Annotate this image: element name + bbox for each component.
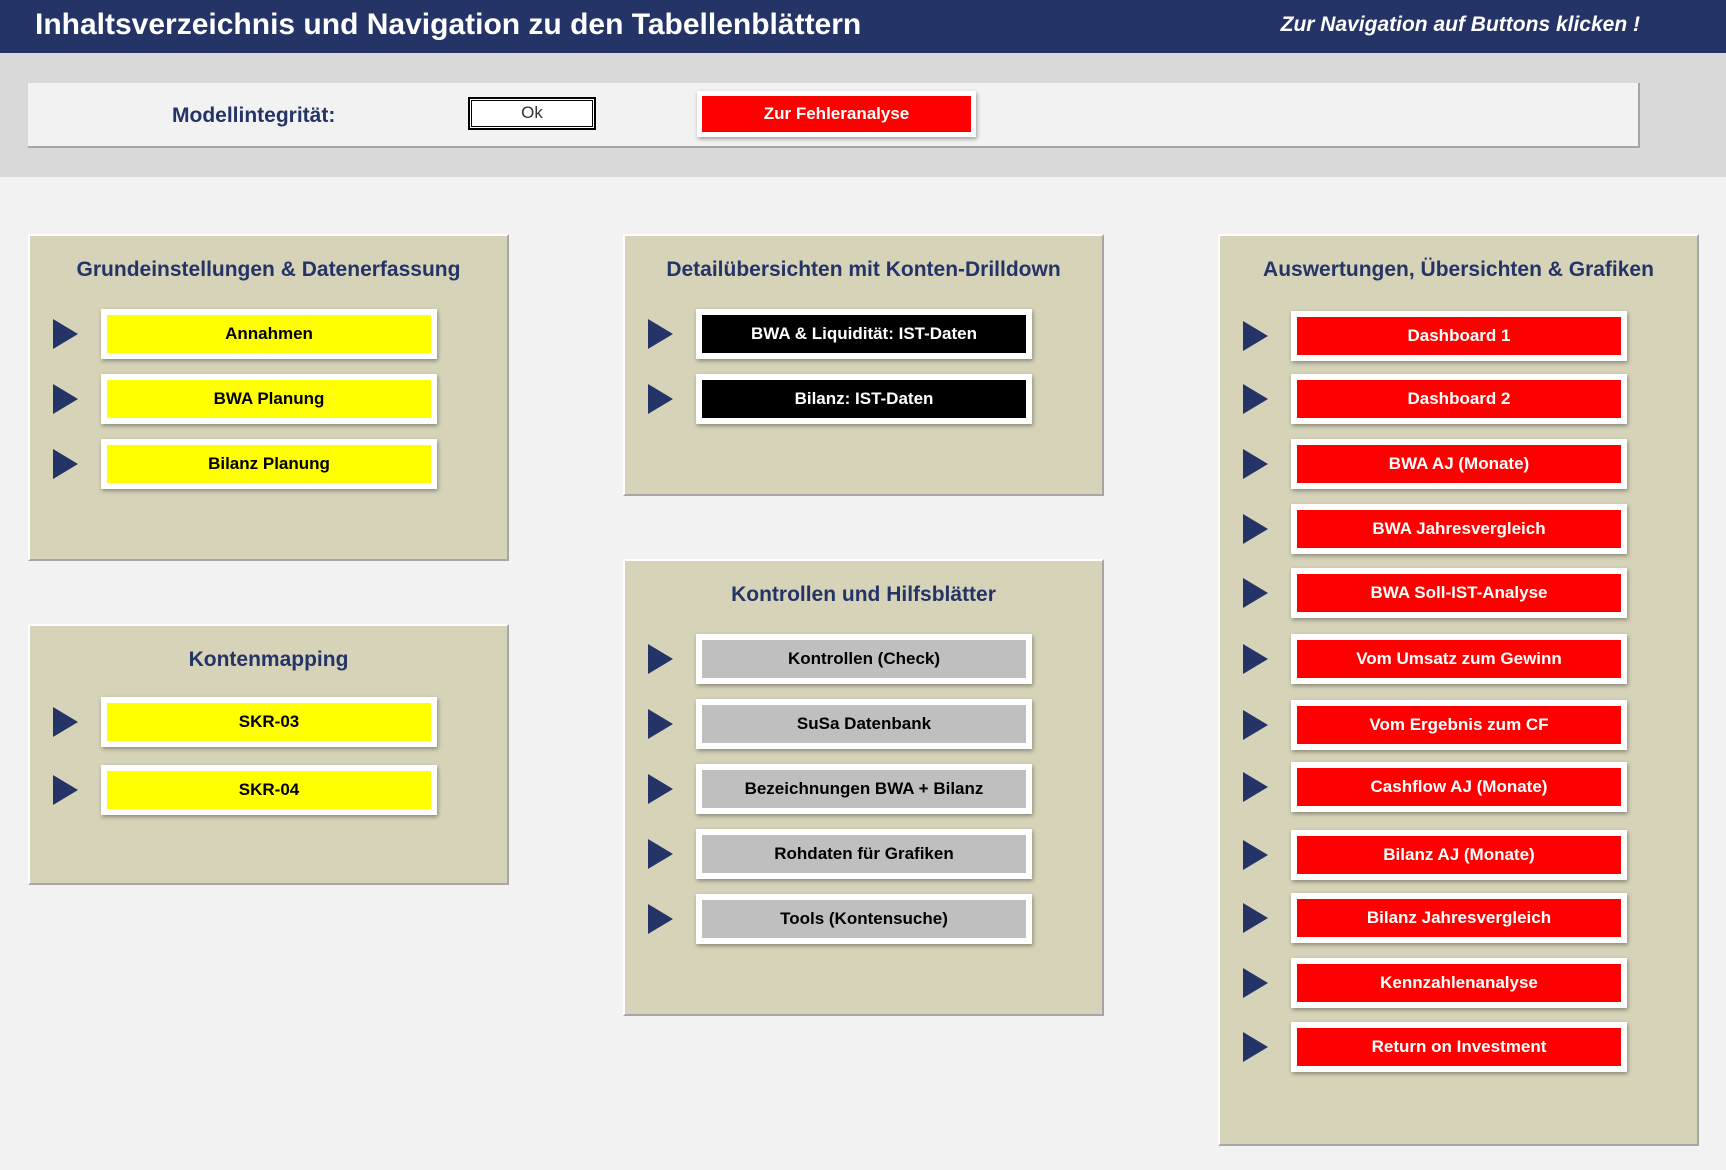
nav-button-dashboard-1[interactable] xyxy=(1291,311,1627,361)
nav-row xyxy=(625,829,1102,879)
nav-row xyxy=(625,894,1102,944)
panel-title: Kontenmapping xyxy=(188,648,349,671)
nav-row xyxy=(625,634,1102,684)
nav-button-label: SuSa Datenbank xyxy=(702,705,1026,743)
arrow-icon xyxy=(648,384,673,414)
nav-button-label: Bilanz: IST-Daten xyxy=(702,380,1026,418)
arrow-icon xyxy=(1243,968,1268,998)
nav-row xyxy=(30,765,507,815)
nav-button-label: Bilanz Planung xyxy=(107,445,431,483)
arrow-icon xyxy=(648,644,673,674)
nav-button-label: Cashflow AJ (Monate) xyxy=(1297,768,1621,806)
nav-button-skr-04[interactable] xyxy=(101,765,437,815)
nav-button-label: Bezeichnungen BWA + Bilanz xyxy=(702,770,1026,808)
arrow-icon xyxy=(1243,578,1268,608)
arrow-icon xyxy=(1243,321,1268,351)
arrow-icon xyxy=(648,774,673,804)
nav-row xyxy=(1220,311,1697,361)
arrow-icon xyxy=(1243,1032,1268,1062)
nav-button-bilanz-planung[interactable] xyxy=(101,439,437,489)
nav-button-label: BWA AJ (Monate) xyxy=(1297,445,1621,483)
nav-row xyxy=(1220,762,1697,812)
nav-button-label: Tools (Kontensuche) xyxy=(702,900,1026,938)
integrity-box xyxy=(28,83,1640,148)
nav-button-bwa-jahresvergleich[interactable] xyxy=(1291,504,1627,554)
nav-button-bezeichnungen[interactable] xyxy=(696,764,1032,814)
nav-button-bwa-soll-ist[interactable] xyxy=(1291,568,1627,618)
nav-button-annahmen[interactable] xyxy=(101,309,437,359)
arrow-icon xyxy=(648,319,673,349)
nav-button-label: Dashboard 1 xyxy=(1297,317,1621,355)
nav-row xyxy=(1220,830,1697,880)
integrity-status: Ok xyxy=(468,97,596,130)
nav-button-label: Return on Investment xyxy=(1297,1028,1621,1066)
integrity-band xyxy=(0,53,1726,177)
nav-row xyxy=(625,699,1102,749)
nav-button-label: BWA Soll-IST-Analyse xyxy=(1297,574,1621,612)
nav-row xyxy=(1220,634,1697,684)
arrow-icon xyxy=(1243,644,1268,674)
nav-button-label: Dashboard 2 xyxy=(1297,380,1621,418)
error-analysis-label: Zur Fehleranalyse xyxy=(702,96,971,132)
arrow-icon xyxy=(1243,840,1268,870)
panel-auswertungen xyxy=(1218,234,1699,1146)
nav-button-label: Annahmen xyxy=(107,315,431,353)
arrow-icon xyxy=(53,319,78,349)
nav-button-label: Vom Umsatz zum Gewinn xyxy=(1297,640,1621,678)
error-analysis-button[interactable] xyxy=(697,91,976,137)
nav-button-label: Kontrollen (Check) xyxy=(702,640,1026,678)
page-header xyxy=(0,0,1726,53)
arrow-icon xyxy=(1243,384,1268,414)
nav-row xyxy=(30,374,507,424)
nav-button-umsatz-gewinn[interactable] xyxy=(1291,634,1627,684)
arrow-icon xyxy=(648,839,673,869)
nav-row xyxy=(1220,439,1697,489)
arrow-icon xyxy=(1243,903,1268,933)
nav-button-label: Bilanz AJ (Monate) xyxy=(1297,836,1621,874)
nav-button-cashflow-aj[interactable] xyxy=(1291,762,1627,812)
nav-button-return-on-investment[interactable] xyxy=(1291,1022,1627,1072)
nav-button-label: Bilanz Jahresvergleich xyxy=(1297,899,1621,937)
nav-row xyxy=(1220,893,1697,943)
nav-row xyxy=(625,764,1102,814)
nav-row xyxy=(625,374,1102,424)
nav-button-dashboard-2[interactable] xyxy=(1291,374,1627,424)
nav-button-ergebnis-cf[interactable] xyxy=(1291,700,1627,750)
nav-button-label: BWA & Liquidität: IST-Daten xyxy=(702,315,1026,353)
nav-button-susa-datenbank[interactable] xyxy=(696,699,1032,749)
nav-button-label: BWA Planung xyxy=(107,380,431,418)
nav-button-label: Kennzahlenanalyse xyxy=(1297,964,1621,1002)
nav-row xyxy=(1220,504,1697,554)
nav-row xyxy=(1220,700,1697,750)
nav-button-bilanz-jahresvergleich[interactable] xyxy=(1291,893,1627,943)
arrow-icon xyxy=(53,384,78,414)
nav-button-bwa-planung[interactable] xyxy=(101,374,437,424)
panel-title: Detailübersichten mit Konten-Drilldown xyxy=(666,258,1061,281)
nav-button-skr-03[interactable] xyxy=(101,697,437,747)
arrow-icon xyxy=(1243,449,1268,479)
nav-row xyxy=(1220,1022,1697,1072)
nav-button-bilanz-ist[interactable] xyxy=(696,374,1032,424)
panel-title: Grundeinstellungen & Datenerfassung xyxy=(76,258,461,281)
arrow-icon xyxy=(1243,710,1268,740)
panel-kontenmapping xyxy=(28,624,509,885)
panel-kontrollen xyxy=(623,559,1104,1016)
nav-button-label: BWA Jahresvergleich xyxy=(1297,510,1621,548)
arrow-icon xyxy=(53,775,78,805)
integrity-label: Modellintegrität: xyxy=(172,104,336,127)
nav-button-label: Rohdaten für Grafiken xyxy=(702,835,1026,873)
page-title: Inhaltsverzeichnis und Navigation zu den Tabellenblättern xyxy=(35,8,862,41)
nav-button-bwa-aj-monate[interactable] xyxy=(1291,439,1627,489)
arrow-icon xyxy=(53,707,78,737)
nav-button-kennzahlenanalyse[interactable] xyxy=(1291,958,1627,1008)
nav-row xyxy=(1220,374,1697,424)
nav-row xyxy=(625,309,1102,359)
nav-row xyxy=(30,697,507,747)
panel-title: Kontrollen und Hilfsblätter xyxy=(731,583,996,606)
nav-row xyxy=(1220,568,1697,618)
nav-button-label: SKR-04 xyxy=(107,771,431,809)
nav-button-rohdaten-grafiken[interactable] xyxy=(696,829,1032,879)
panel-title: Auswertungen, Übersichten & Grafiken xyxy=(1263,258,1654,281)
arrow-icon xyxy=(648,904,673,934)
panel-detailuebersichten xyxy=(623,234,1104,496)
navigation-hint: Zur Navigation auf Buttons klicken ! xyxy=(1280,13,1640,36)
arrow-icon xyxy=(648,709,673,739)
nav-button-bwa-liquiditaet-ist[interactable] xyxy=(696,309,1032,359)
nav-row xyxy=(1220,958,1697,1008)
panel-grundeinstellungen xyxy=(28,234,509,561)
arrow-icon xyxy=(53,449,78,479)
nav-button-kontrollen-check[interactable] xyxy=(696,634,1032,684)
nav-row xyxy=(30,309,507,359)
nav-button-label: Vom Ergebnis zum CF xyxy=(1297,706,1621,744)
nav-button-bilanz-aj[interactable] xyxy=(1291,830,1627,880)
nav-button-tools-kontensuche[interactable] xyxy=(696,894,1032,944)
nav-row xyxy=(30,439,507,489)
nav-button-label: SKR-03 xyxy=(107,703,431,741)
arrow-icon xyxy=(1243,772,1268,802)
arrow-icon xyxy=(1243,514,1268,544)
